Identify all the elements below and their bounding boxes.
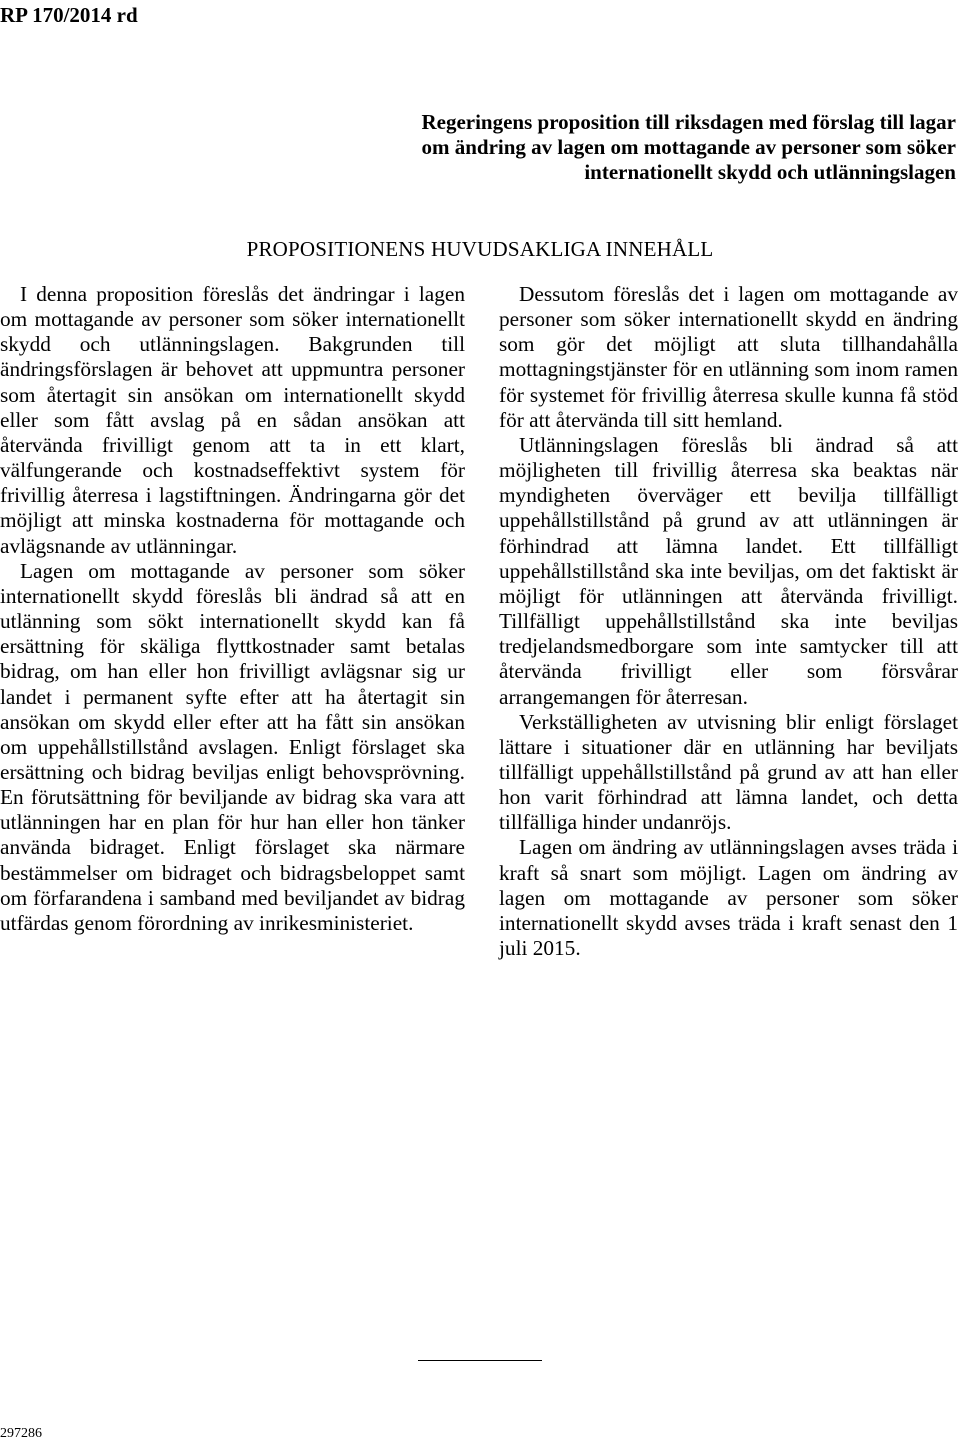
right-column: [499, 282, 958, 961]
end-divider: [418, 1360, 542, 1361]
section-heading: PROPOSITIONENS HUVUDSAKLIGA INNEHÅLL: [246, 237, 714, 261]
paragraph: Verkställigheten av utvisning blir enligt förslaget lättare i situationer där en utlänning har beviljats tillfälligt uppehållstillstånd på grund av att han eller hon varit förhindrad att lämna landet, och detta tillfälliga hinder undanröjs.: [499, 709, 958, 835]
paragraph: Utlänningslagen föreslås bli ändrad så att möjligheten till frivillig återresa ska beaktas när myndigheten överväger ett bevilja tillfälligt uppehållstillstånd på grund av att utlänningen är förhindrad att lämna landet. Ett tillfälligt uppehållstillstånd ska inte beviljas, om det faktiskt är möjligt för utlänningen att återvända frivilligt. Tillfälligt uppehållstillstånd ska inte beviljas tredjelandsmedborgare som inte samtycker till att återvända frivilligt eller som försvårar arrangemangen för återresan.: [499, 432, 958, 709]
paragraph: Dessutom föreslås det i lagen om mottagande av personer som söker internationellt skydd en ändring som gör det möjligt att sluta tillhandahålla mottagningstjänster för en utlänning som inom ramen för systemet för frivillig återresa skulle kunna få stöd för att återvända till sitt hemland.: [499, 282, 958, 432]
left-column: [0, 282, 465, 936]
paragraph: Lagen om ändring av utlänningslagen avses träda i kraft så snart som möjligt. Lagen om ändring av lagen om mottagande av personer som söker internationellt skydd avses träda i kraft senast den 1 juli 2015.: [499, 835, 958, 961]
page-code: 297286: [0, 1426, 42, 1441]
document-id: RP 170/2014 rd: [0, 3, 138, 27]
document-title: Regeringens proposition till riksdagen med förslag till lagar om ändring av lagen om mottagande av personer som söker internationellt skydd och utlänningslagen: [421, 110, 956, 184]
paragraph: I denna proposition föreslås det ändringar i lagen om mottagande av personer som söker internationellt skydd och utlänningslagen. Bakgrunden till ändringsförslagen är behovet att uppmuntra personer som återtagit sin ansökan om internationellt skydd eller som fått avslag på en sådan ansökan att återvända frivilligt genom att ta in ett klart, välfungerande och kostnadseffektivt system för frivillig återresa i lagstiftningen. Ändringarna gör det möjligt att minska kostnaderna för mottagande och avlägsnande av utlänningar.: [0, 282, 465, 558]
paragraph: Lagen om mottagande av personer som söker internationellt skydd föreslås bli ändrad så att en utlänning som sökt internationellt skydd kan få ersättning för skäliga flyttkostnader samt betalas bidrag, om han eller hon frivilligt avlägsnar sig ur landet i permanent syfte efter att ha återtagit sin ansökan om skydd eller efter att ha fått sin ansökan om uppehållstillstånd avslagen. Enligt förslaget ska ersättning och bidrag beviljas enligt behovsprövning. En förutsättning för beviljande av bidrag ska vara att utlänningen har en plan för hur han eller hon tänker använda bidraget. Enligt förslaget ska närmare bestämmelser om bidraget och bidragsbeloppet samt om förfarandena i samband med beviljandet av bidrag utfärdas genom förordning av inrikesministeriet.: [0, 558, 465, 935]
